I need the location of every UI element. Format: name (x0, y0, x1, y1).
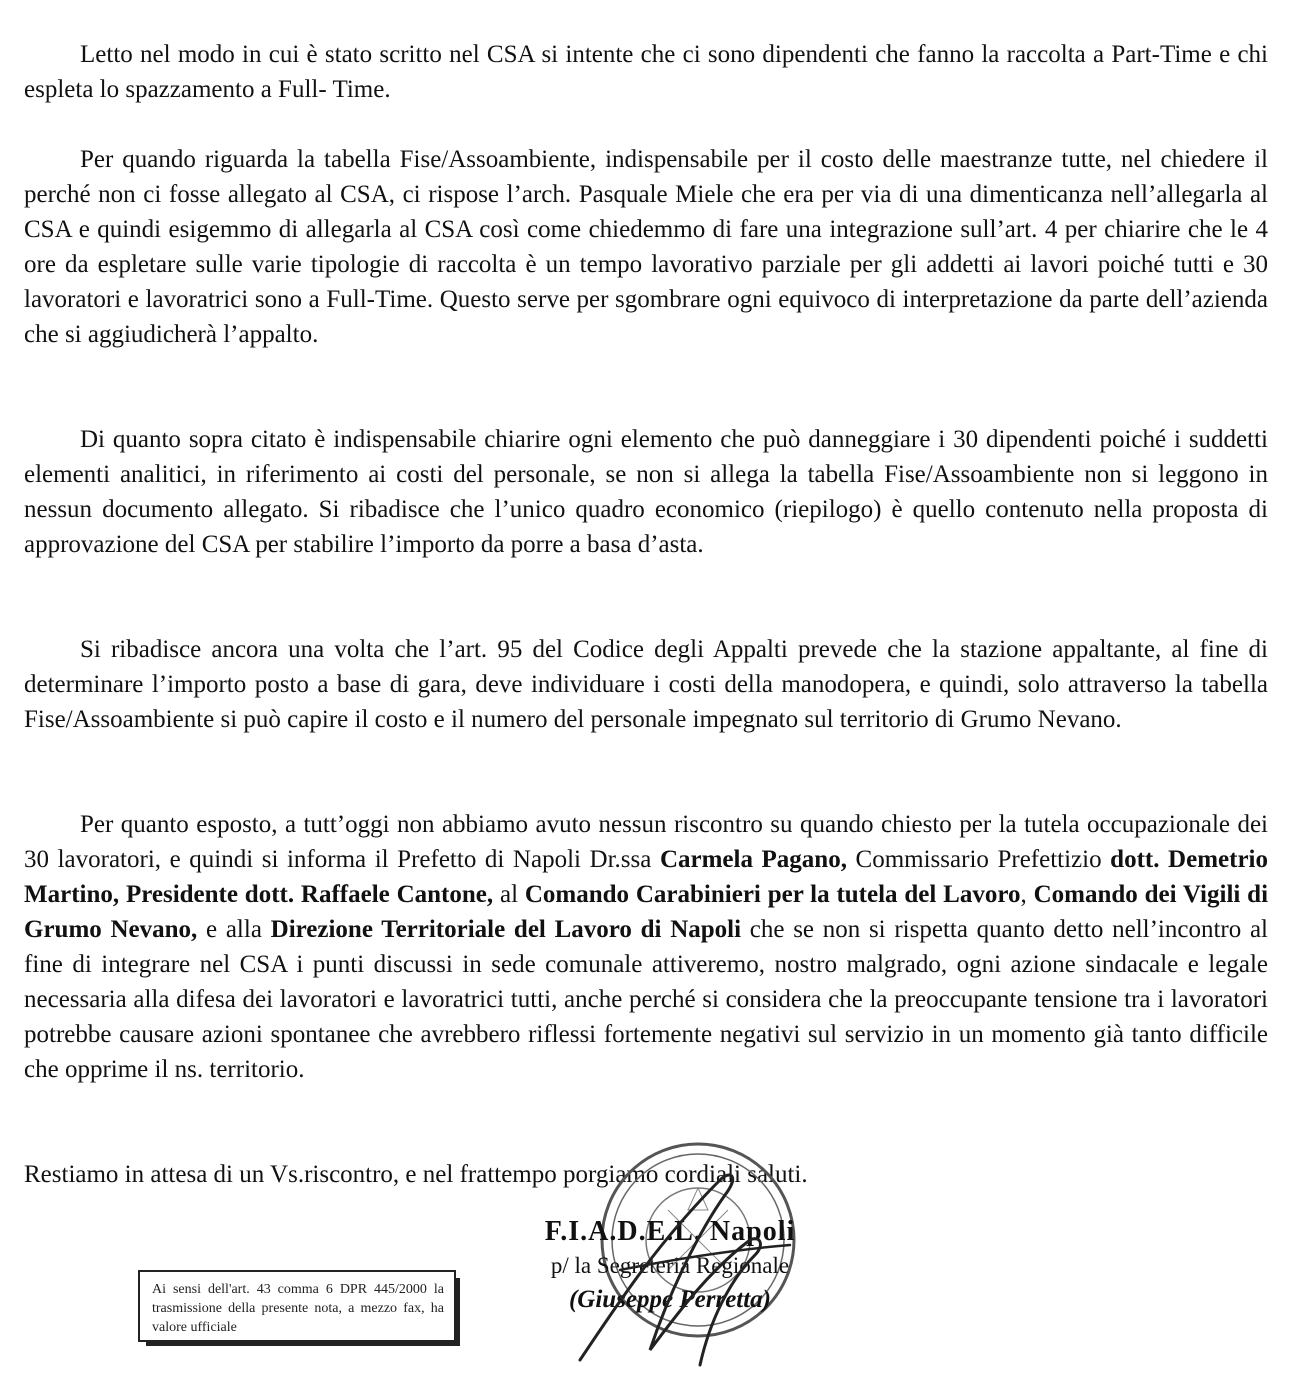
paragraph-fise-table: Per quando riguarda la tabella Fise/Assoambiente, indispensabile per il costo delle maestranze tutte, nel chiedere il perché non ci fosse allegato al CSA, ci rispose l’arch. Pasquale Miele che era per via di una dimenticanza nell’allegarla al CSA e quindi esigemmo di allegarla al CSA così come chiedemmo di fare una integrazione sull’art. 4 per chiarire che le 4 ore da espletare sulle varie tipologie di raccolta è un tempo lavorativo parziale per gli addetti ai lavori poiché tutti e 30 lavoratori e lavoratrici sono a Full-Time. Questo serve per sgombrare ogni equivoco di interpretazione da parte dell’azienda che si aggiudicherà l’appalto. (24, 146, 1268, 348)
p5-text-3: al (493, 881, 525, 908)
paragraph-csa-interpretation: Letto nel modo in cui è stato scritto nel CSA si intente che ci sono dipendenti che fanno la raccolta a Part-Time e chi espleta lo spazzamento a Full- Time. (24, 41, 1268, 103)
p5-text-5: e alla (197, 916, 271, 943)
p5-text-1: Per quanto esposto, a tutt’oggi non abbiamo avuto nessun riscontro su quando chiesto per la tutela occupazionale dei 30 lavoratori, e quindi si informa il Prefetto di Napoli Dr.ssa (24, 811, 1268, 873)
p5-text-2: Commissario Prefettizio (846, 846, 1111, 873)
labour-directorate: Direzione Territoriale del Lavoro di Napoli (270, 916, 742, 943)
organization-name: F.I.A.D.E.L. Napoli (544, 1216, 796, 1247)
closing-greeting: Restiamo in attesa di un Vs.riscontro, e nel frattempo porgiamo cordiali saluti. (24, 1161, 808, 1188)
commissioner-and-president: dott. Demetrio Martino, Presidente dott. Raffaele Cantone, (24, 846, 1268, 908)
fax-validity-note: Ai sensi dell'art. 43 comma 6 DPR 445/2000 la trasmissione della presente nota, a mezzo fax, ha valore ufficiale (138, 1270, 456, 1342)
paragraph-notification (24, 807, 1268, 1087)
carabinieri-command: Comando Carabinieri per la tutela del Lavoro (524, 881, 1021, 908)
vigili-command: Comando dei Vigili di Grumo Nevano, (24, 881, 1269, 943)
paragraph-art-95: Si ribadisce ancora una volta che l’art. 95 del Codice degli Appalti prevede che la stazione appaltante, al fine di determinare l’importo posto a base di gara, deve individuare i costi della manodopera, e quindi, solo attraverso la tabella Fise/Assoambiente si può capire il costo e il numero del personale impegnato sul territorio di Grumo Nevano. (24, 636, 1268, 733)
p5-text-6: che se non si rispetta quanto detto nell’incontro al fine di integrare nel CSA i punti discussi in sede comunale attiveremo, nostro malgrado, ogni azione sindacale e legale necessaria alla difesa dei lavoratori e lavoratrici tutti, anche perché si considera che la preoccupante tensione tra i lavoratori potrebbe causare azioni spontanee che avrebbero riflessi fortemente negativi sul servizio in un momento già tanto difficile che opprime il ns. territorio. (24, 916, 1268, 1083)
p5-text-4: , (1020, 881, 1034, 908)
secretariat-line: p/ la Segreteria Regionale (550, 1253, 790, 1278)
signature-block (470, 1215, 870, 1317)
signer-name: (Giuseppe Perretta) (568, 1286, 772, 1313)
paragraph-clarification: Di quanto sopra citato è indispensabile chiarire ogni elemento che può danneggiare i 30 dipendenti poiché i suddetti elementi analitici, in riferimento ai costi del personale, se non si allega la tabella Fise/Assoambiente non si leggono in nessun documento allegato. Si ribadisce che l’unico quadro economico (riepilogo) è quello contenuto nella proposta di approvazione del CSA per stabilire l’importo da porre a basa d’asta. (24, 426, 1268, 558)
prefect-name: Carmela Pagano, (659, 846, 847, 873)
